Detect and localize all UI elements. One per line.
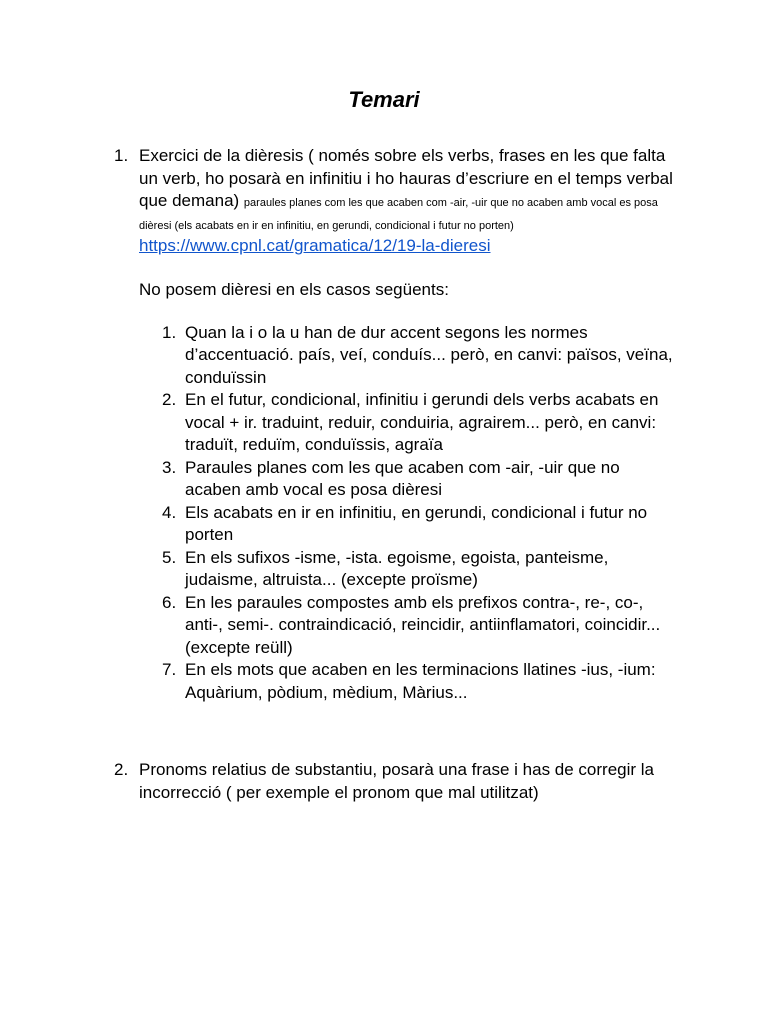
rule-number: 4. [162,502,177,522]
rule-item [139,322,674,390]
topic-number: 1. [114,146,129,165]
rule-text: En el futur, condicional, infinitiu i gerundi dels verbs acabats en vocal + ir. traduint, reduir, conduiria, agrairem... però, en canvi: traduït, reduïm, conduïssis, agraïa [185,390,659,454]
rule-item [139,457,674,502]
topic-text: Pronoms relatius de substantiu, posarà una frase i has de corregir la incorrecció ( per exemple el pronom que mal utilitzat) [139,760,654,802]
topic-body [139,759,674,804]
rule-item [139,547,674,592]
reference-link[interactable]: https://www.cpnl.cat/gramatica/12/19-la-dieresi [139,236,491,255]
rule-number: 1. [162,322,177,342]
rule-item [139,389,674,457]
rule-text: Els acabats en ir en infinitiu, en gerundi, condicional i futur no porten [185,502,648,544]
rule-item [139,592,674,660]
topic-body [139,145,674,704]
rule-number: 2. [162,390,177,409]
rule-item [139,659,674,704]
rule-number: 3. [162,457,177,477]
topic-note: paraules planes com les que acaben com -air, -uir que no acaben amb vocal es posa dièresi (els acabats en ir en infinitiu, en gerundi, condicional i futur no porten) [139,197,658,232]
rules-heading: No posem dièresi en els casos següents: [139,280,449,299]
rule-number: 7. [162,660,177,679]
topic-number: 2. [114,760,129,779]
rule-number: 5. [162,547,177,567]
rule-text: En els mots que acaben en les terminacions llatines -ius, -ium: Aquàrium, pòdium, mèdium, Màrius... [185,660,656,702]
rule-text: Paraules planes com les que acaben com -air, -uir que no acaben amb vocal es posa dièresi [185,457,620,499]
topic-item-2 [114,759,674,804]
rule-text: Quan la i o la u han de dur accent segons les normes d’accentuació. país, veí, conduís... però, en canvi: països, veïna, conduïssin [185,322,673,387]
rules-list [139,322,674,705]
rule-number: 6. [162,592,177,612]
topic-text: Exercici de la dièresis ( només sobre els verbs, frases en les que falta un verb, ho posarà en infinitiu i ho hauras d’escriure en el temps verbal que demana) [139,146,673,210]
page-title: Temari [348,87,420,112]
rule-text: En els sufixos -isme, -ista. egoisme, egoista, panteisme, judaisme, altruista... (excepte proïsme) [185,547,609,589]
rule-text: En les paraules compostes amb els prefixos contra-, re-, co-, anti-, semi-. contraindicació, reincidir, antiinflamatori, coincidir... (excepte reüll) [185,592,661,657]
rule-item [139,502,674,547]
topic-item-1 [114,145,674,704]
